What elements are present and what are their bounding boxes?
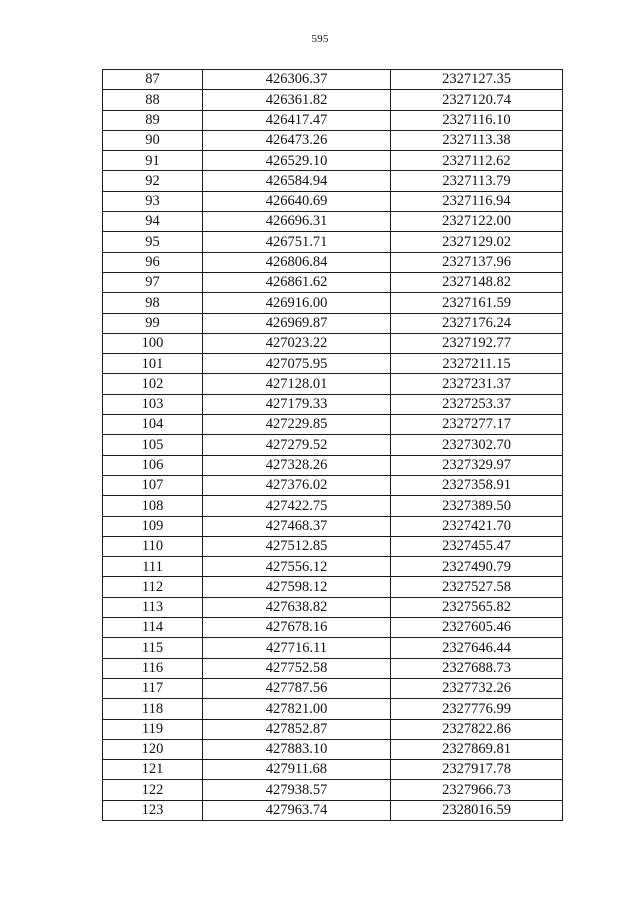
table-row: [103, 496, 563, 516]
x-coordinate-cell: 427328.26: [203, 455, 391, 475]
point-number-cell: 104: [103, 415, 203, 435]
table-row: [103, 130, 563, 150]
point-number-cell: 98: [103, 293, 203, 313]
x-coordinate-cell: 426969.87: [203, 313, 391, 333]
point-number-cell: 95: [103, 232, 203, 252]
table-row: [103, 435, 563, 455]
table-row: [103, 252, 563, 272]
x-coordinate-cell: 427279.52: [203, 435, 391, 455]
table-row: [103, 719, 563, 739]
x-coordinate-cell: 426584.94: [203, 171, 391, 191]
y-coordinate-cell: 2327127.35: [391, 70, 563, 90]
point-number-cell: 106: [103, 455, 203, 475]
table-row: [103, 354, 563, 374]
x-coordinate-cell: 427752.58: [203, 658, 391, 678]
x-coordinate-cell: 427376.02: [203, 475, 391, 495]
x-coordinate-cell: 427422.75: [203, 496, 391, 516]
point-number-cell: 97: [103, 272, 203, 292]
page-number: 595: [311, 33, 329, 45]
x-coordinate-cell: 427229.85: [203, 415, 391, 435]
x-coordinate-cell: 426361.82: [203, 90, 391, 110]
point-number-cell: 93: [103, 191, 203, 211]
y-coordinate-cell: 2327732.26: [391, 678, 563, 698]
point-number-cell: 105: [103, 435, 203, 455]
table-row: [103, 70, 563, 90]
x-coordinate-cell: 427512.85: [203, 536, 391, 556]
table-row: [103, 313, 563, 333]
y-coordinate-cell: 2327605.46: [391, 618, 563, 638]
table-row: [103, 333, 563, 353]
x-coordinate-cell: 427179.33: [203, 394, 391, 414]
y-coordinate-cell: 2327688.73: [391, 658, 563, 678]
coordinate-table: [102, 69, 563, 821]
point-number-cell: 100: [103, 333, 203, 353]
x-coordinate-cell: 427787.56: [203, 678, 391, 698]
x-coordinate-cell: 427638.82: [203, 597, 391, 617]
x-coordinate-cell: 427716.11: [203, 638, 391, 658]
point-number-cell: 107: [103, 475, 203, 495]
y-coordinate-cell: 2327421.70: [391, 516, 563, 536]
point-number-cell: 102: [103, 374, 203, 394]
y-coordinate-cell: 2327527.58: [391, 577, 563, 597]
point-number-cell: 90: [103, 130, 203, 150]
y-coordinate-cell: 2327358.91: [391, 475, 563, 495]
table-row: [103, 191, 563, 211]
y-coordinate-cell: 2327113.79: [391, 171, 563, 191]
point-number-cell: 120: [103, 739, 203, 759]
x-coordinate-cell: 426696.31: [203, 212, 391, 232]
x-coordinate-cell: 426861.62: [203, 272, 391, 292]
point-number-cell: 89: [103, 110, 203, 130]
table-row: [103, 232, 563, 252]
point-number-cell: 108: [103, 496, 203, 516]
table-row: [103, 212, 563, 232]
point-number-cell: 91: [103, 151, 203, 171]
point-number-cell: 122: [103, 780, 203, 800]
point-number-cell: 99: [103, 313, 203, 333]
point-number-cell: 114: [103, 618, 203, 638]
y-coordinate-cell: 2327329.97: [391, 455, 563, 475]
table-row: [103, 638, 563, 658]
table-row: [103, 293, 563, 313]
point-number-cell: 111: [103, 557, 203, 577]
table-row: [103, 577, 563, 597]
point-number-cell: 101: [103, 354, 203, 374]
point-number-cell: 92: [103, 171, 203, 191]
y-coordinate-cell: 2327176.24: [391, 313, 563, 333]
x-coordinate-cell: 426640.69: [203, 191, 391, 211]
y-coordinate-cell: 2327776.99: [391, 699, 563, 719]
y-coordinate-cell: 2327116.94: [391, 191, 563, 211]
x-coordinate-cell: 427023.22: [203, 333, 391, 353]
y-coordinate-cell: 2327869.81: [391, 739, 563, 759]
y-coordinate-cell: 2327490.79: [391, 557, 563, 577]
point-number-cell: 110: [103, 536, 203, 556]
point-number-cell: 121: [103, 760, 203, 780]
y-coordinate-cell: 2327253.37: [391, 394, 563, 414]
table-row: [103, 760, 563, 780]
point-number-cell: 123: [103, 800, 203, 820]
point-number-cell: 117: [103, 678, 203, 698]
point-number-cell: 94: [103, 212, 203, 232]
table-row: [103, 536, 563, 556]
x-coordinate-cell: 426806.84: [203, 252, 391, 272]
table-row: [103, 90, 563, 110]
point-number-cell: 118: [103, 699, 203, 719]
table-row: [103, 699, 563, 719]
x-coordinate-cell: 427128.01: [203, 374, 391, 394]
point-number-cell: 116: [103, 658, 203, 678]
y-coordinate-cell: 2327192.77: [391, 333, 563, 353]
table-row: [103, 780, 563, 800]
y-coordinate-cell: 2327129.02: [391, 232, 563, 252]
point-number-cell: 103: [103, 394, 203, 414]
x-coordinate-cell: 427075.95: [203, 354, 391, 374]
x-coordinate-cell: 426473.26: [203, 130, 391, 150]
x-coordinate-cell: 427852.87: [203, 719, 391, 739]
table-row: [103, 475, 563, 495]
point-number-cell: 119: [103, 719, 203, 739]
y-coordinate-cell: 2327122.00: [391, 212, 563, 232]
table-row: [103, 557, 563, 577]
table-row: [103, 455, 563, 475]
y-coordinate-cell: 2327113.38: [391, 130, 563, 150]
point-number-cell: 87: [103, 70, 203, 90]
x-coordinate-cell: 427556.12: [203, 557, 391, 577]
x-coordinate-cell: 427598.12: [203, 577, 391, 597]
y-coordinate-cell: 2327137.96: [391, 252, 563, 272]
point-number-cell: 113: [103, 597, 203, 617]
x-coordinate-cell: 427963.74: [203, 800, 391, 820]
table-row: [103, 394, 563, 414]
x-coordinate-cell: 427468.37: [203, 516, 391, 536]
table-row: [103, 618, 563, 638]
x-coordinate-cell: 427911.68: [203, 760, 391, 780]
x-coordinate-cell: 426417.47: [203, 110, 391, 130]
y-coordinate-cell: 2327565.82: [391, 597, 563, 617]
x-coordinate-cell: 426529.10: [203, 151, 391, 171]
y-coordinate-cell: 2327112.62: [391, 151, 563, 171]
y-coordinate-cell: 2327389.50: [391, 496, 563, 516]
point-number-cell: 109: [103, 516, 203, 536]
table-row: [103, 597, 563, 617]
y-coordinate-cell: 2327116.10: [391, 110, 563, 130]
x-coordinate-cell: 426751.71: [203, 232, 391, 252]
y-coordinate-cell: 2327646.44: [391, 638, 563, 658]
y-coordinate-cell: 2327148.82: [391, 272, 563, 292]
y-coordinate-cell: 2328016.59: [391, 800, 563, 820]
x-coordinate-cell: 427821.00: [203, 699, 391, 719]
table-row: [103, 272, 563, 292]
y-coordinate-cell: 2327455.47: [391, 536, 563, 556]
table-row: [103, 171, 563, 191]
table-row: [103, 739, 563, 759]
point-number-cell: 88: [103, 90, 203, 110]
x-coordinate-cell: 427678.16: [203, 618, 391, 638]
y-coordinate-cell: 2327277.17: [391, 415, 563, 435]
table-body: [103, 70, 563, 821]
table-row: [103, 110, 563, 130]
y-coordinate-cell: 2327302.70: [391, 435, 563, 455]
table-row: [103, 516, 563, 536]
y-coordinate-cell: 2327211.15: [391, 354, 563, 374]
y-coordinate-cell: 2327822.86: [391, 719, 563, 739]
x-coordinate-cell: 427938.57: [203, 780, 391, 800]
y-coordinate-cell: 2327161.59: [391, 293, 563, 313]
y-coordinate-cell: 2327917.78: [391, 760, 563, 780]
point-number-cell: 112: [103, 577, 203, 597]
x-coordinate-cell: 426306.37: [203, 70, 391, 90]
y-coordinate-cell: 2327231.37: [391, 374, 563, 394]
table-row: [103, 800, 563, 820]
y-coordinate-cell: 2327966.73: [391, 780, 563, 800]
point-number-cell: 96: [103, 252, 203, 272]
table-row: [103, 374, 563, 394]
x-coordinate-cell: 427883.10: [203, 739, 391, 759]
table-row: [103, 415, 563, 435]
point-number-cell: 115: [103, 638, 203, 658]
x-coordinate-cell: 426916.00: [203, 293, 391, 313]
table-row: [103, 678, 563, 698]
table-row: [103, 151, 563, 171]
table-row: [103, 658, 563, 678]
y-coordinate-cell: 2327120.74: [391, 90, 563, 110]
